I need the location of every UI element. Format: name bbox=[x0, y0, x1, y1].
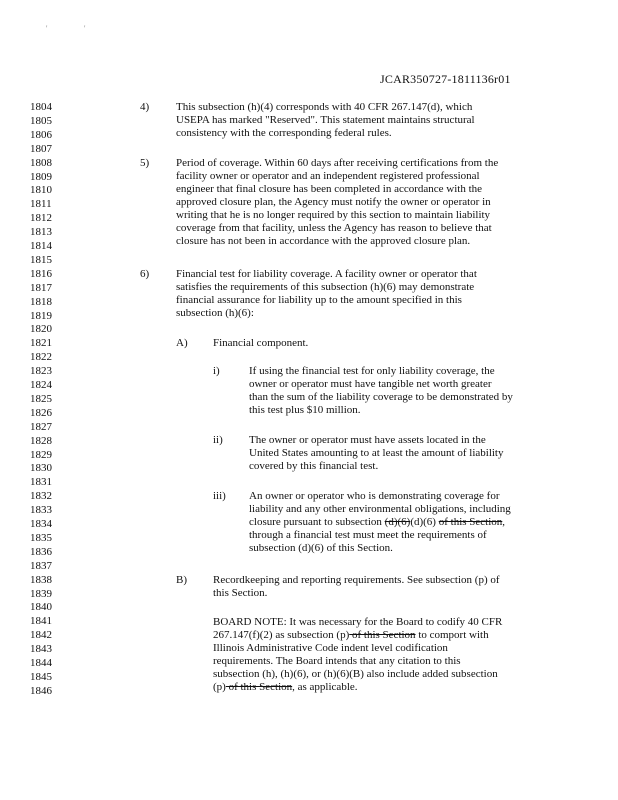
line-number: 1817 bbox=[30, 281, 52, 294]
text-line: The owner or operator must have assets located in the bbox=[249, 434, 486, 446]
line-number: 1832 bbox=[30, 490, 52, 503]
text-line: satisfies the requirements of this subsection (h)(6) may demonstrate bbox=[176, 281, 475, 293]
item-label-iii: iii) bbox=[213, 490, 226, 502]
section-label-6: 6) bbox=[140, 268, 150, 280]
text-run: (d)(6) bbox=[410, 516, 439, 528]
line-number: 1815 bbox=[30, 253, 52, 266]
text-run: (p) bbox=[213, 681, 226, 693]
section-5-text bbox=[176, 157, 498, 248]
line-number: 1812 bbox=[30, 212, 52, 225]
text-line: liability and any other environmental obligations, including bbox=[249, 503, 511, 515]
text-line: United States amounting to at least the amount of liability bbox=[249, 447, 504, 459]
deleted-text: of this Section bbox=[225, 681, 293, 693]
line-number: 1827 bbox=[30, 420, 52, 433]
line-number: 1837 bbox=[30, 559, 52, 572]
subsection-label-a: A) bbox=[176, 337, 188, 349]
line-number: 1819 bbox=[30, 309, 52, 322]
subsection-b-text bbox=[213, 574, 500, 600]
item-i-text bbox=[249, 365, 513, 417]
deleted-text: of this Section bbox=[438, 516, 503, 528]
text-line: Recordkeeping and reporting requirements. See subsection (p) of bbox=[213, 574, 500, 586]
line-number: 1809 bbox=[30, 170, 52, 183]
section-label-4: 4) bbox=[140, 101, 150, 113]
board-note bbox=[213, 616, 502, 694]
text-run: to comport with bbox=[415, 629, 489, 641]
text-line: If using the financial test for only liability coverage, the bbox=[249, 365, 495, 377]
line-number: 1805 bbox=[30, 114, 52, 127]
line-number: 1831 bbox=[30, 476, 52, 489]
text-line: closure has not been in accordance with the approved closure plan. bbox=[176, 235, 471, 247]
text-line: subsection (d)(6) of this Section. bbox=[249, 542, 393, 554]
line-number: 1841 bbox=[30, 615, 52, 628]
text-line: subsection (h)(6): bbox=[176, 307, 254, 319]
subsection-label-b: B) bbox=[176, 574, 187, 586]
item-label-i: i) bbox=[213, 365, 220, 377]
section-4-text bbox=[176, 101, 475, 140]
item-ii-text bbox=[249, 434, 503, 473]
line-number: 1823 bbox=[30, 365, 52, 378]
text-line: requirements. The Board intends that any citation to this bbox=[213, 655, 461, 667]
scan-mark: ' bbox=[84, 24, 86, 33]
text-line: An owner or operator who is demonstrating coverage for bbox=[249, 490, 500, 502]
text-run: , bbox=[502, 516, 506, 528]
line-number: 1826 bbox=[30, 406, 52, 419]
line-number: 1824 bbox=[30, 379, 52, 391]
line-number: 1838 bbox=[30, 573, 52, 586]
item-label-ii: ii) bbox=[213, 434, 223, 446]
line-number: 1806 bbox=[30, 128, 52, 141]
text-line: USEPA has marked "Reserved". This statement maintains structural bbox=[176, 114, 475, 126]
text-line: consistency with the corresponding federal rules. bbox=[176, 127, 392, 139]
line-number: 1842 bbox=[30, 629, 52, 642]
text-line bbox=[249, 516, 511, 529]
line-number: 1833 bbox=[30, 504, 52, 517]
text-line: through a financial test must meet the requirements of bbox=[249, 529, 487, 541]
text-line: subsection (h), (h)(6), or (h)(6)(B) also include added subsection bbox=[213, 668, 498, 680]
text-line: Illinois Administrative Code indent level codification bbox=[213, 642, 448, 654]
line-number: 1835 bbox=[30, 531, 52, 544]
text-line: covered by this financial test. bbox=[249, 460, 379, 472]
text-line: financial assurance for liability up to the amount specified in this bbox=[176, 294, 462, 306]
line-number: 1807 bbox=[30, 142, 52, 155]
line-number: 1829 bbox=[30, 448, 52, 461]
line-number: 1830 bbox=[30, 462, 52, 475]
line-number: 1845 bbox=[30, 670, 52, 683]
text-run: 267.147(f)(2) as subsection (p) bbox=[213, 629, 350, 641]
line-number: 1825 bbox=[30, 392, 52, 405]
deleted-text: of this Section bbox=[349, 629, 416, 641]
line-number: 1843 bbox=[30, 643, 52, 656]
line-number: 1820 bbox=[30, 323, 52, 336]
text-line bbox=[213, 629, 502, 642]
document-id: JCAR350727-1811136r01 bbox=[380, 72, 511, 86]
item-iii-text bbox=[249, 490, 511, 555]
scan-mark: ' bbox=[46, 24, 48, 33]
line-number: 1822 bbox=[30, 351, 52, 364]
text-line: Period of coverage. Within 60 days after receiving certifications from the bbox=[176, 157, 499, 169]
text-line: approved closure plan, the Agency must notify the owner or operator in bbox=[176, 196, 491, 208]
text-line bbox=[213, 681, 502, 694]
line-number: 1836 bbox=[30, 545, 52, 558]
line-number: 1839 bbox=[30, 587, 52, 600]
text-line: coverage from that facility, unless the Agency has reason to believe that bbox=[176, 222, 492, 234]
subsection-a-text: Financial component. bbox=[213, 337, 309, 349]
text-line: engineer that final closure has been completed in accordance with the bbox=[176, 183, 483, 195]
line-number: 1816 bbox=[30, 267, 52, 280]
text-line: than the sum of the liability coverage to be demonstrated by bbox=[249, 391, 513, 403]
line-number: 1834 bbox=[30, 518, 52, 530]
line-number: 1811 bbox=[30, 198, 52, 211]
text-run: closure pursuant to subsection bbox=[249, 516, 385, 528]
line-number: 1844 bbox=[30, 657, 52, 669]
section-6-text bbox=[176, 268, 477, 320]
line-number: 1814 bbox=[30, 240, 52, 252]
line-number: 1804 bbox=[30, 101, 52, 113]
line-number: 1808 bbox=[30, 156, 52, 169]
text-line: this Section. bbox=[213, 587, 268, 599]
line-number: 1813 bbox=[30, 226, 52, 239]
line-number: 1840 bbox=[30, 601, 52, 614]
text-line: BOARD NOTE: It was necessary for the Board to codify 40 CFR bbox=[213, 616, 503, 628]
text-line: This subsection (h)(4) corresponds with 40 CFR 267.147(d), which bbox=[176, 101, 473, 113]
section-label-5: 5) bbox=[140, 157, 150, 169]
text-line: facility owner or operator and an independent registered professional bbox=[176, 170, 480, 182]
text-line: owner or operator must have tangible net worth greater bbox=[249, 378, 492, 390]
text-line: this test plus $10 million. bbox=[249, 404, 361, 416]
line-number: 1818 bbox=[30, 295, 52, 308]
text-line: Financial test for liability coverage. A facility owner or operator that bbox=[176, 268, 477, 280]
line-number: 1846 bbox=[30, 684, 52, 697]
line-number: 1810 bbox=[30, 184, 52, 197]
line-number: 1828 bbox=[30, 434, 52, 447]
line-number: 1821 bbox=[30, 337, 52, 350]
text-line: writing that he is no longer required by this section to maintain liability bbox=[176, 209, 491, 221]
deleted-text: (d)(6) bbox=[384, 516, 411, 528]
text-run: , as applicable. bbox=[292, 681, 358, 693]
